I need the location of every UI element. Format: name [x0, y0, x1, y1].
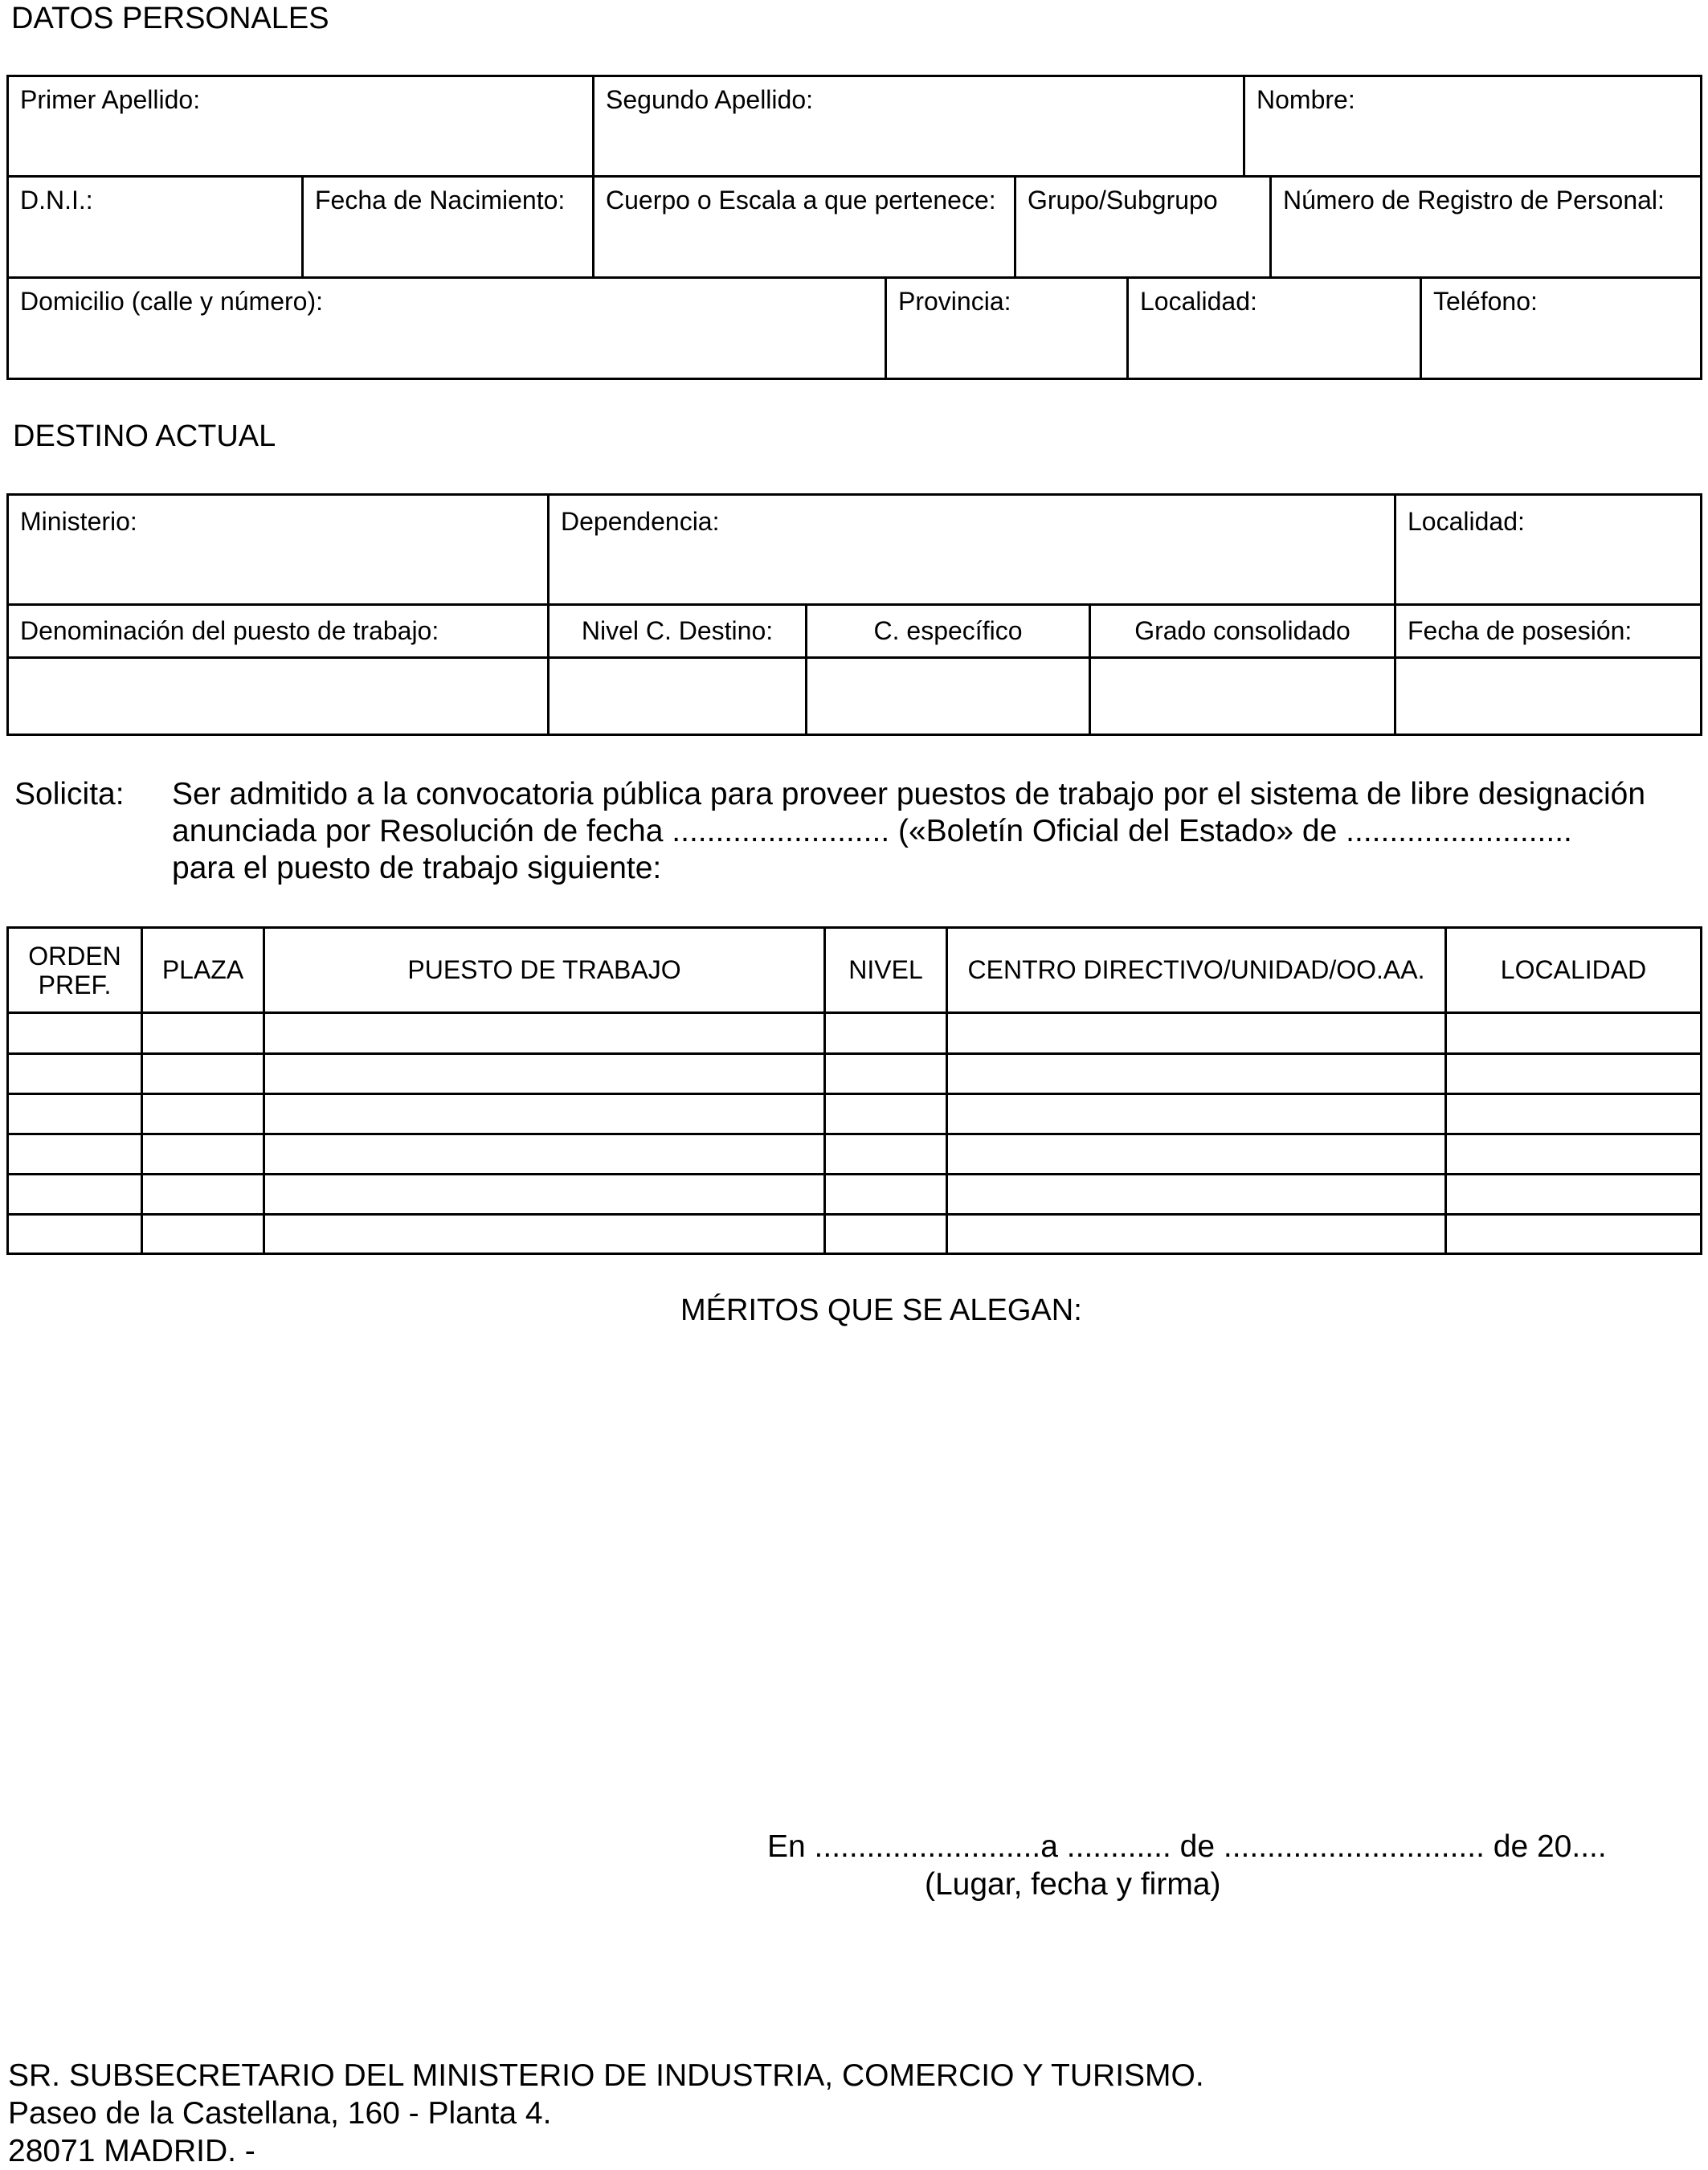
- nivel-destino-header: [550, 606, 805, 656]
- table-row[interactable]: [9, 1095, 1700, 1133]
- solicita-line-2: anunciada por Resolución de fecha ......................... («Boletín Oficial del Estado» de ..........................: [172, 814, 1572, 848]
- col-localidad-label: LOCALIDAD: [1500, 955, 1647, 984]
- col-header-localidad: [1447, 929, 1700, 1011]
- ministerio-field[interactable]: [9, 499, 149, 545]
- numero-registro-label: Número de Registro de Personal:: [1283, 186, 1665, 215]
- grado-consolidado-input[interactable]: [1091, 659, 1394, 736]
- firma-caption: (Lugar, fecha y firma): [925, 1867, 1221, 1902]
- cuerpo-escala-field[interactable]: [595, 178, 1007, 223]
- primer-apellido-field[interactable]: [9, 77, 211, 123]
- col-header-orden-pref: [9, 929, 141, 1011]
- dependencia-label: Dependencia:: [561, 507, 720, 536]
- fecha-posesion-label: Fecha de posesión:: [1408, 616, 1632, 645]
- solicita-line-1: Ser admitido a la convocatoria pública para proveer puestos de trabajo por el sistema de libre designación: [172, 777, 1646, 811]
- solicita-label: Solicita:: [14, 777, 125, 811]
- col-header-centro-directivo: [948, 929, 1444, 1011]
- ministerio-label: Ministerio:: [20, 507, 137, 536]
- dni-label: D.N.I.:: [20, 186, 93, 215]
- table-row[interactable]: [9, 1175, 1700, 1213]
- table-row[interactable]: [9, 1014, 1700, 1052]
- plaza-label: PLAZA: [161, 955, 244, 984]
- dni-field[interactable]: [9, 178, 104, 223]
- nivel-destino-label: Nivel C. Destino:: [581, 616, 774, 645]
- segundo-apellido-label: Segundo Apellido:: [606, 85, 813, 114]
- destino-localidad-label: Localidad:: [1408, 507, 1525, 536]
- numero-registro-field[interactable]: [1272, 178, 1676, 223]
- section-heading-datos-personales: DATOS PERSONALES: [11, 2, 329, 35]
- centro-directivo-label: CENTRO DIRECTIVO/UNIDAD/OO.AA.: [967, 955, 1425, 984]
- domicilio-field[interactable]: [9, 279, 334, 325]
- denominacion-puesto-input[interactable]: [9, 659, 547, 736]
- fecha-posesion-input[interactable]: [1396, 659, 1700, 736]
- dependencia-field[interactable]: [550, 499, 730, 545]
- puesto-label: PUESTO DE TRABAJO: [407, 955, 681, 984]
- fecha-nacimiento-label: Fecha de Nacimiento:: [315, 186, 566, 215]
- nombre-field[interactable]: [1245, 77, 1367, 123]
- denominacion-puesto-header: [9, 606, 547, 656]
- provincia-label: Provincia:: [898, 287, 1011, 316]
- cuerpo-escala-label: Cuerpo o Escala a que pertenece:: [606, 186, 996, 215]
- solicita-text: [172, 776, 1698, 887]
- destino-localidad-field[interactable]: [1396, 499, 1536, 545]
- orden-line-2: PREF.: [38, 970, 112, 999]
- nivel-destino-input[interactable]: [550, 659, 805, 736]
- telefono-label: Teléfono:: [1433, 287, 1538, 316]
- denominacion-puesto-label: Denominación del puesto de trabajo:: [20, 616, 439, 645]
- datos-personales-form: [6, 75, 1702, 380]
- table-row[interactable]: [9, 1216, 1700, 1255]
- nivel-label: NIVEL: [848, 955, 923, 984]
- provincia-field[interactable]: [887, 279, 1023, 325]
- firma-line: En ..........................a ............ de .............................. de 20....: [767, 1829, 1607, 1864]
- destinatario-line-1: SR. SUBSECRETARIO DEL MINISTERIO DE INDUSTRIA, COMERCIO Y TURISMO.: [8, 2058, 1204, 2093]
- destino-actual-form: [6, 493, 1702, 736]
- solicita-line-3: para el puesto de trabajo siguiente:: [172, 851, 662, 885]
- fecha-nacimiento-field[interactable]: [304, 178, 576, 223]
- localidad-field[interactable]: [1129, 279, 1269, 325]
- section-heading-destino-actual: DESTINO ACTUAL: [13, 419, 276, 453]
- nombre-label: Nombre:: [1256, 85, 1355, 114]
- destinatario-line-2: Paseo de la Castellana, 160 - Planta 4.: [8, 2096, 552, 2131]
- c-especifico-input[interactable]: [807, 659, 1089, 736]
- destinatario-block: [8, 2057, 1204, 2170]
- c-especifico-header: [807, 606, 1089, 656]
- telefono-field[interactable]: [1422, 279, 1549, 325]
- meritos-area[interactable]: [6, 1342, 1702, 1800]
- meritos-heading: MÉRITOS QUE SE ALEGAN:: [680, 1293, 1082, 1327]
- segundo-apellido-field[interactable]: [595, 77, 824, 123]
- col-header-plaza: [143, 929, 263, 1011]
- domicilio-label: Domicilio (calle y número):: [20, 287, 323, 316]
- fecha-posesion-header: [1396, 606, 1700, 656]
- destinatario-line-3: 28071 MADRID. -: [8, 2134, 255, 2168]
- grupo-subgrupo-label: Grupo/Subgrupo: [1028, 186, 1218, 215]
- primer-apellido-label: Primer Apellido:: [20, 85, 201, 114]
- grado-consolidado-header: [1091, 606, 1394, 656]
- localidad-label: Localidad:: [1140, 287, 1257, 316]
- grupo-subgrupo-field[interactable]: [1016, 178, 1229, 223]
- table-row[interactable]: [9, 1055, 1700, 1093]
- col-header-nivel: [826, 929, 946, 1011]
- col-header-puesto: [265, 929, 823, 1011]
- c-especifico-label: C. específico: [873, 616, 1023, 645]
- orden-line-1: ORDEN: [28, 941, 121, 971]
- puestos-table: [6, 926, 1702, 1255]
- table-row[interactable]: [9, 1135, 1700, 1173]
- grado-consolidado-label: Grado consolidado: [1134, 616, 1350, 645]
